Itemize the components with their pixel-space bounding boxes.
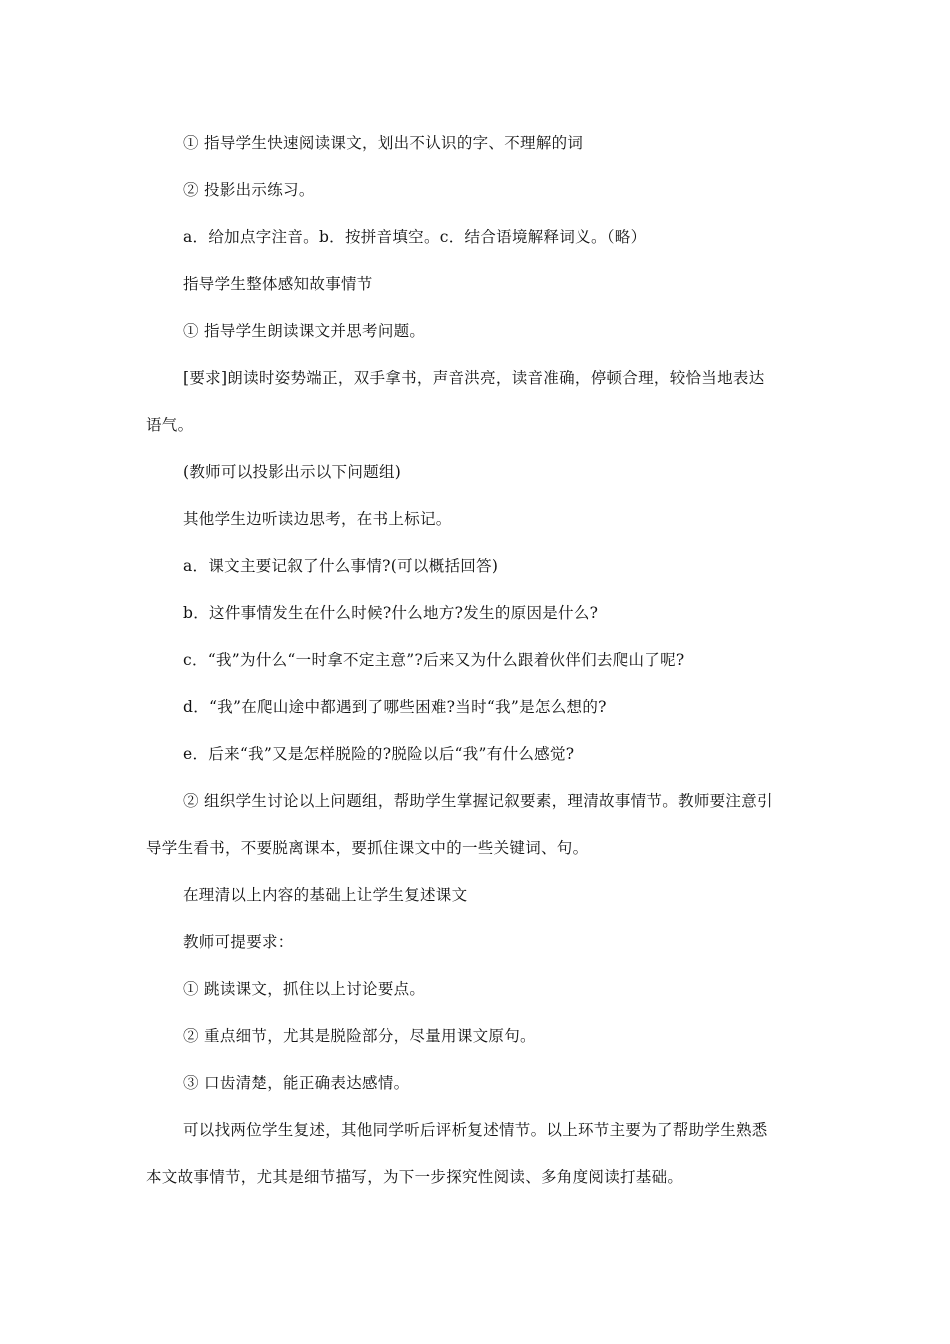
document-body <box>146 120 810 1201</box>
list-item: ③ 口齿清楚，能正确表达感情。 <box>183 1074 410 1092</box>
section-heading: 在理清以上内容的基础上让学生复述课文 <box>183 886 468 904</box>
paragraph-line: 可以找两位学生复述，其他同学听后评析复述情节。以上环节主要为了帮助学生熟悉 <box>183 1121 768 1139</box>
paragraph-line: 其他学生边听读边思考，在书上标记。 <box>183 510 452 528</box>
paragraph-line: 语气。 <box>146 416 194 434</box>
paragraph-line: 导学生看书，不要脱离课本，要抓住课文中的一些关键词、句。 <box>146 839 589 857</box>
question-item: d．“我”在爬山途中都遇到了哪些困难?当时“我”是怎么想的? <box>183 698 607 716</box>
paragraph-line: ① 指导学生朗读课文并思考问题。 <box>183 322 426 340</box>
question-item: a．课文主要记叙了什么事情?(可以概括回答) <box>183 557 499 575</box>
paragraph-line: [要求]朗读时姿势端正，双手拿书，声音洪亮，读音准确，停顿合理，较恰当地表达 <box>183 369 765 387</box>
paragraph-line: ② 投影出示练习。 <box>183 181 315 199</box>
paragraph-line: 本文故事情节，尤其是细节描写，为下一步探究性阅读、多角度阅读打基础。 <box>146 1168 684 1186</box>
section-heading: 指导学生整体感知故事情节 <box>183 275 373 293</box>
paragraph-line: ① 指导学生快速阅读课文，划出不认识的字、不理解的词 <box>183 134 584 152</box>
paragraph-line: a．给加点字注音。b．按拼音填空。c．结合语境解释词义。（略） <box>183 228 647 246</box>
paragraph-line: 教师可提要求： <box>183 933 294 951</box>
paragraph-line: (教师可以投影出示以下问题组) <box>183 463 402 481</box>
list-item: ② 重点细节，尤其是脱险部分，尽量用课文原句。 <box>183 1027 536 1045</box>
question-item: e．后来“我”又是怎样脱险的?脱险以后“我”有什么感觉? <box>183 745 575 763</box>
paragraph-line: ② 组织学生讨论以上问题组，帮助学生掌握记叙要素，理清故事情节。教师要注意引 <box>183 792 773 810</box>
list-item: ① 跳读课文，抓住以上讨论要点。 <box>183 980 426 998</box>
question-item: c．“我”为什么“一时拿不定主意”?后来又为什么跟着伙伴们去爬山了呢? <box>183 651 685 669</box>
question-item: b．这件事情发生在什么时候?什么地方?发生的原因是什么? <box>183 604 599 622</box>
